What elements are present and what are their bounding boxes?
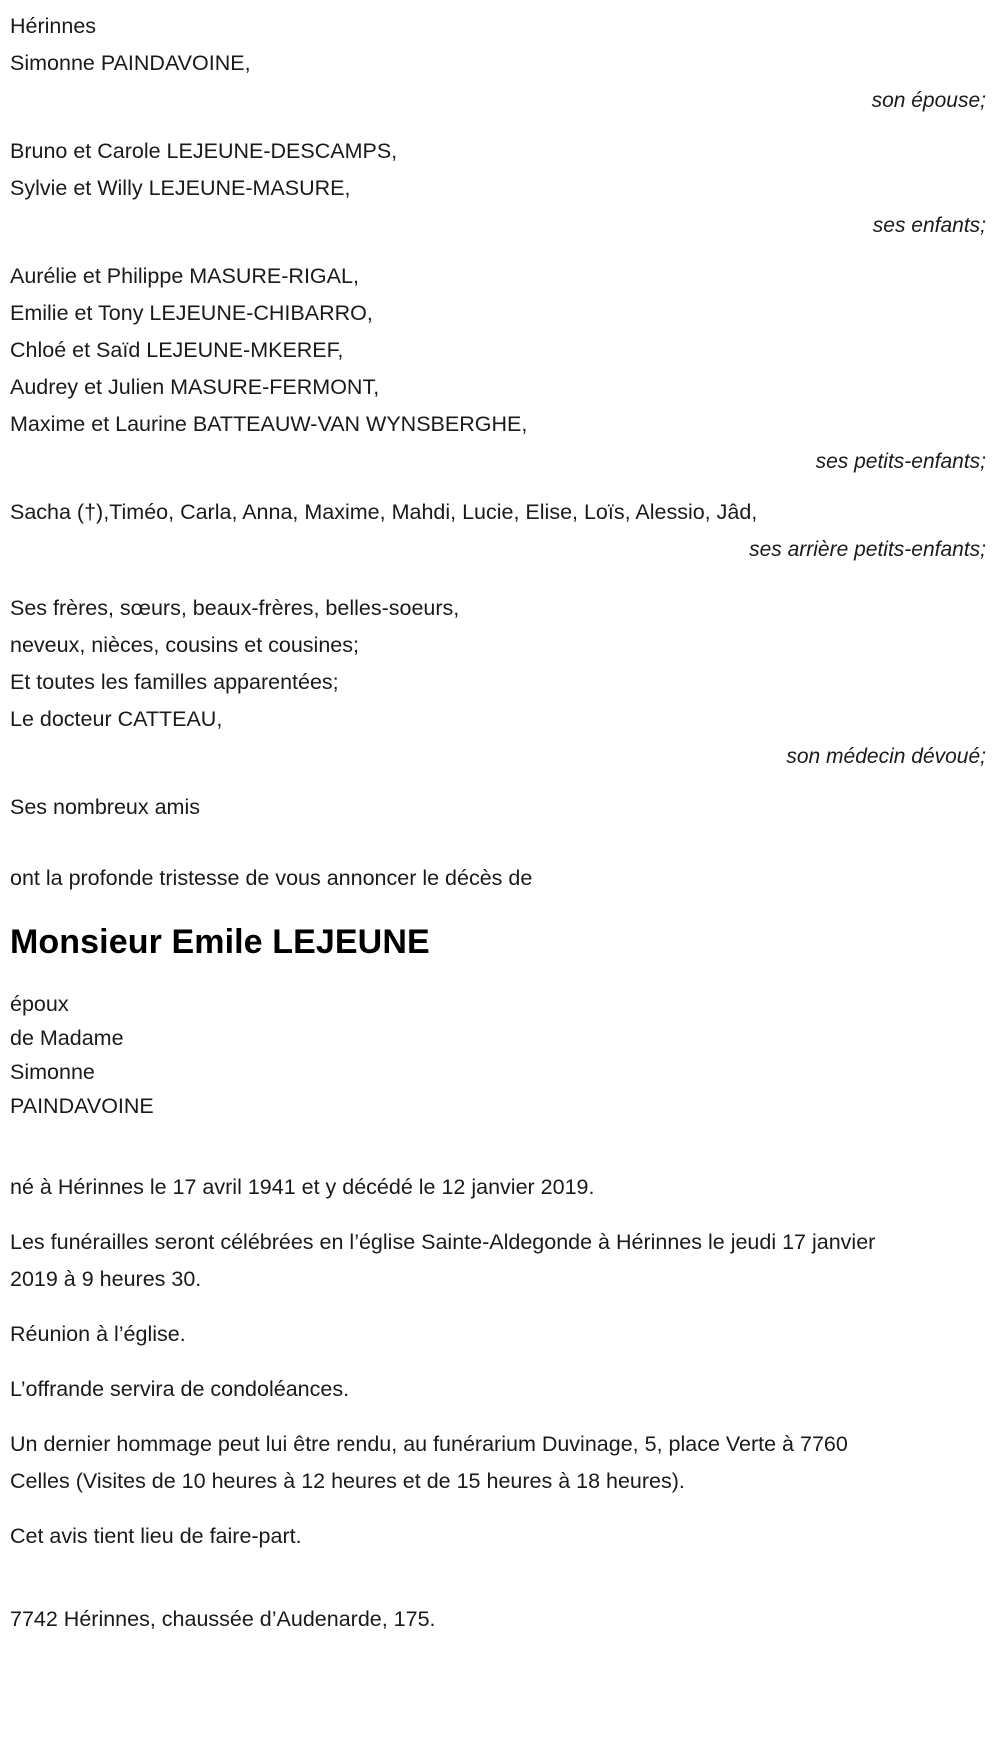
locality-header: Hérinnes <box>10 14 97 38</box>
family-member-name: Audrey et Julien MASURE-FERMONT, <box>10 375 380 399</box>
visitation-paragraph: Un dernier hommage peut lui être rendu, au funérarium Duvinage, 5, place Verte à 7760 Celles (Visites de 10 heures à 12 heures et de 15 heures à 18 heures). <box>10 1432 848 1493</box>
family-group-great-grandchildren <box>10 494 990 568</box>
spouse-of-line: époux <box>10 992 69 1016</box>
relatives-line: neveux, nièces, cousins et cousines; <box>10 633 359 657</box>
family-member-name: Maxime et Laurine BATTEAUW-VAN WYNSBERGHE, <box>10 412 528 436</box>
spouse-of-line: Simonne <box>10 1060 95 1084</box>
deceased-name: Monsieur Emile LEJEUNE <box>10 923 430 961</box>
relatives-line: Et toutes les familles apparentées; <box>10 670 339 694</box>
relatives-group <box>10 590 990 775</box>
spouse-of-line: de Madame <box>10 1026 124 1050</box>
family-role-label: ses enfants; <box>872 214 986 237</box>
family-member-name: Emilie et Tony LEJEUNE-CHIBARRO, <box>10 301 373 325</box>
doctor-role-label: son médecin dévoué; <box>786 745 986 768</box>
faire-part-paragraph: Cet avis tient lieu de faire-part. <box>10 1524 302 1548</box>
spacer <box>10 775 990 789</box>
family-address: 7742 Hérinnes, chaussée d’Audenarde, 175. <box>10 1607 436 1631</box>
announcement-line: ont la profonde tristesse de vous annoncer le décès de <box>10 866 533 890</box>
doctor-name: Le docteur CATTEAU, <box>10 707 223 731</box>
spacer <box>10 1123 990 1169</box>
family-member-name: Chloé et Saïd LEJEUNE-MKEREF, <box>10 338 344 362</box>
family-member-name: Sylvie et Willy LEJEUNE-MASURE, <box>10 176 351 200</box>
family-member-name: Simonne PAINDAVOINE, <box>10 51 251 75</box>
family-member-name: Sacha (†),Timéo, Carla, Anna, Maxime, Mahdi, Lucie, Elise, Loïs, Alessio, Jâd, <box>10 500 758 524</box>
spacer <box>10 568 990 590</box>
family-member-name: Aurélie et Philippe MASURE-RIGAL, <box>10 264 359 288</box>
funeral-paragraph: Les funérailles seront célébrées en l’église Sainte-Aldegonde à Hérinnes le jeudi 17 janvier 2019 à 9 heures 30. <box>10 1230 876 1291</box>
spacer <box>10 1555 990 1601</box>
family-group-spouse <box>10 45 990 119</box>
spacer <box>10 480 990 494</box>
birth-death-paragraph: né à Hérinnes le 17 avril 1941 et y décédé le 12 janvier 2019. <box>10 1175 595 1199</box>
offering-paragraph: L’offrande servira de condoléances. <box>10 1377 350 1401</box>
family-group-grandchildren <box>10 258 990 480</box>
spacer <box>10 965 990 987</box>
relatives-line: Ses frères, sœurs, beaux-frères, belles-soeurs, <box>10 596 460 620</box>
spacer <box>10 897 990 919</box>
family-group-children <box>10 133 990 244</box>
friends-line: Ses nombreux amis <box>10 795 200 819</box>
family-role-label: ses arrière petits-enfants; <box>749 538 986 561</box>
spacer <box>10 119 990 133</box>
spouse-of-block <box>10 987 990 1123</box>
spacer <box>10 244 990 258</box>
family-role-label: son épouse; <box>871 89 986 112</box>
gathering-paragraph: Réunion à l’église. <box>10 1322 186 1346</box>
spacer <box>10 826 990 860</box>
spouse-of-line: PAINDAVOINE <box>10 1094 154 1118</box>
family-role-label: ses petits-enfants; <box>815 450 986 473</box>
family-member-name: Bruno et Carole LEJEUNE-DESCAMPS, <box>10 139 398 163</box>
